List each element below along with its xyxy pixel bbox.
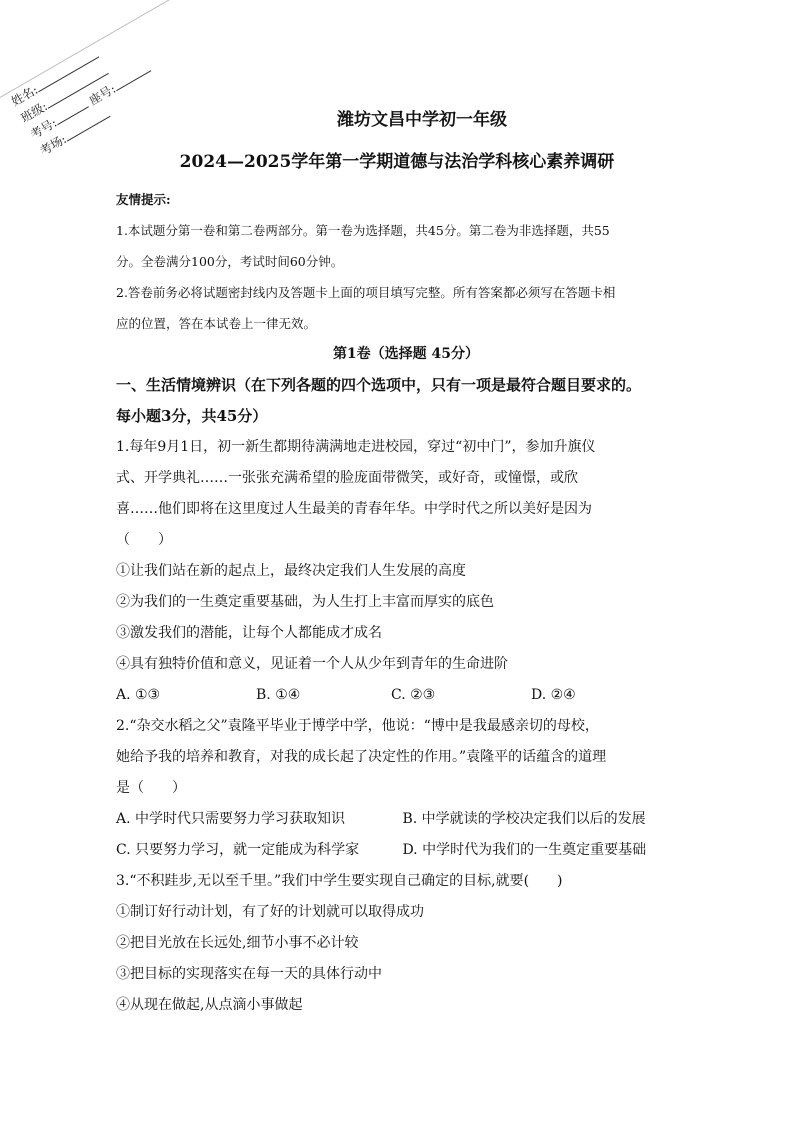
- exam-body: [116, 184, 696, 1021]
- q1-stem-line-3: 喜……他们即将在这里度过人生最美的青春年华。中学时代之所以美好是因为: [116, 501, 592, 517]
- q3-statement-3: ③把目标的实现落实在每一天的具体行动中: [116, 966, 382, 982]
- q3-stem: 3.“不积跬步,无以至千里。”我们中学生要实现自己确定的目标,就要( ): [116, 873, 563, 889]
- q1-statement-3: ③激发我们的潜能，让每个人都能成才成名: [116, 625, 382, 641]
- tip-1-line-2: 分。全卷满分100分，考试时间60分钟。: [116, 254, 344, 269]
- q2-stem-line-1: 2.“杂交水稻之父”袁隆平毕业于博学中学，他说：“博中是我最感亲切的母校，: [116, 718, 599, 734]
- volume-title: 第1卷（选择题 45分）: [332, 346, 480, 362]
- q1-option-a[interactable]: A. ①③: [116, 687, 161, 703]
- tip-2-line-2: 应的位置，答在本试卷上一律无效。: [116, 316, 317, 331]
- q2-options-row-2: [116, 835, 696, 866]
- section-heading-line-2: 每小题3分，共45分）: [116, 407, 268, 425]
- q1-option-b[interactable]: B. ①④: [256, 687, 301, 703]
- name-label: 姓名:: [9, 82, 41, 109]
- seat-label: 座号:: [86, 81, 119, 108]
- q1-option-d[interactable]: D. ②④: [531, 687, 576, 703]
- tip-1-line-1: 1.本试题分第一卷和第二卷两部分。第一卷为选择题，共45分。第二卷为非选择题，共55: [116, 223, 610, 238]
- class-label: 班级:: [18, 99, 50, 126]
- q1-statement-4: ④具有独特价值和意义，见证着一个人从少年到青年的生命进阶: [116, 656, 508, 672]
- q3-statement-4: ④从现在做起,从点滴小事做起: [116, 997, 303, 1013]
- tip-2-line-1: 2.答卷前务必将试题密封线内及答题卡上面的项目填写完整。所有答案都必须写在答题卡相: [116, 285, 616, 300]
- exam-title: 2024—2025学年第一学期道德与法治学科核心素养调研: [179, 152, 615, 172]
- q2-option-a[interactable]: A. 中学时代只需要努力学习获取知识: [116, 811, 346, 827]
- q1-statement-1: ①让我们站在新的起点上，最终决定我们人生发展的高度: [116, 563, 466, 579]
- q2-stem-line-2: 她给予我的培养和教育，对我的成长起了决定性的作用。”袁隆平的话蕴含的道理: [116, 749, 607, 765]
- q1-stem-line-1: 1.每年9月1日，初一新生都期待满满地走进校园，穿过“初中门”，参加升旗仪: [116, 439, 596, 455]
- school-name: 潍坊文昌中学初一年级: [337, 110, 507, 130]
- room-label: 考场:: [37, 132, 69, 159]
- exam-no-label: 考号:: [28, 115, 60, 142]
- q1-options: [116, 680, 696, 711]
- q2-option-c[interactable]: C. 只要努力学习，就一定能成为科学家: [116, 842, 360, 858]
- q3-statement-2: ②把目光放在长远处,细节小事不必计较: [116, 935, 359, 951]
- q2-stem-line-3: 是（ ）: [116, 780, 186, 796]
- q2-option-d[interactable]: D. 中学时代为我们的一生奠定重要基础: [402, 842, 647, 858]
- q1-statement-2: ②为我们的一生奠定重要基础，为人生打上丰富而厚实的底色: [116, 594, 494, 610]
- q3-statement-1: ①制订好行动计划，有了好的计划就可以取得成功: [116, 904, 424, 920]
- q1-answer-blank: （ ）: [116, 532, 172, 548]
- tips-heading: 友情提示:: [116, 192, 171, 207]
- q2-options-row-1: [116, 804, 696, 835]
- q2-option-b[interactable]: B. 中学就读的学校决定我们以后的发展: [402, 811, 646, 827]
- section-heading-line-1: 一、生活情境辨识（在下列各题的四个选项中，只有一项是最符合题目要求的。: [116, 376, 642, 394]
- q1-option-c[interactable]: C. ②③: [391, 687, 436, 703]
- q1-stem-line-2: 式、开学典礼……一张张充满希望的脸庞面带微笑，或好奇，或憧憬，或欣: [116, 470, 578, 486]
